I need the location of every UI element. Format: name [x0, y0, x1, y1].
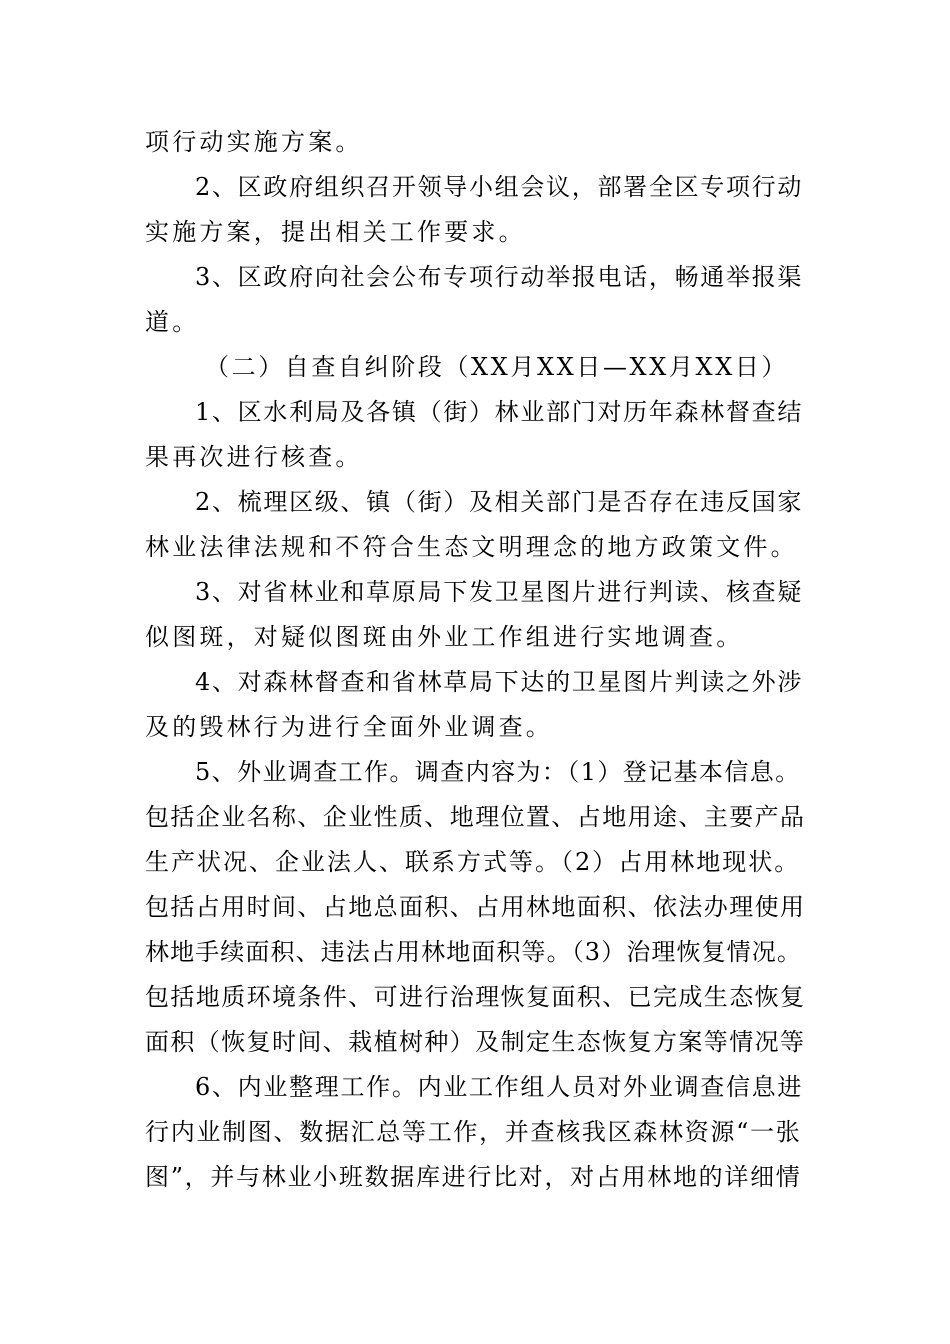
- text-line: 图”，并与林业小班数据库进行比对，对占用林地的详细情: [145, 1163, 802, 1191]
- text-line: 实施方案，提出相关工作要求。: [145, 218, 526, 246]
- text-line: 包括企业名称、企业性质、地理位置、占地用途、主要产品: [145, 803, 806, 831]
- paragraph-3-start: 3、区政府向社会公布专项行动举报电话，畅通举报渠: [195, 263, 804, 291]
- paragraph-3-start: 3、对省林业和草原局下发卫星图片进行判读、核查疑: [195, 578, 804, 606]
- text-line: 生产状况、企业法人、联系方式等。（2）占用林地现状。: [145, 848, 801, 876]
- paragraph-2-start: 2、梳理区级、镇（街）及相关部门是否存在违反国家: [195, 488, 804, 516]
- text-line: 林地手续面积、违法占用林地面积等。（3）治理恢复情况。: [145, 938, 802, 966]
- text-line: 包括占用时间、占地总面积、占用林地面积、依法办理使用: [145, 893, 806, 921]
- paragraph-4-start: 4、对森林督查和省林草局下达的卫星图片判读之外涉: [195, 668, 804, 696]
- paragraph-6-start: 6、内业整理工作。内业工作组人员对外业调查信息进: [195, 1073, 804, 1101]
- paragraph-1-start: 1、区水利局及各镇（街）林业部门对历年森林督查结: [195, 398, 804, 426]
- text-line: 似图斑，对疑似图斑由外业工作组进行实地调查。: [145, 623, 744, 651]
- text-line: 行内业制图、数据汇总等工作，并查核我区森林资源“一张: [145, 1118, 802, 1146]
- text-line: 及的毁林行为进行全面外业调查。: [145, 713, 553, 741]
- paragraph-2-start: 2、区政府组织召开领导小组会议，部署全区专项行动: [195, 173, 804, 201]
- text-line: 果再次进行核查。: [145, 443, 363, 471]
- text-line: 面积（恢复时间、栽植树种）及制定生态恢复方案等情况等: [145, 1028, 806, 1056]
- section-heading: （二）自查自纠阶段（XX月XX日—XX月XX日）: [205, 353, 789, 381]
- text-line: 包括地质环境条件、可进行治理恢复面积、已完成生态恢复: [145, 983, 806, 1011]
- text-line: 道。: [145, 308, 200, 336]
- paragraph-5-start: 5、外业调查工作。调查内容为：（1）登记基本信息。: [195, 758, 801, 786]
- text-line: 项行动实施方案。: [145, 128, 363, 156]
- document-body: [145, 120, 807, 1200]
- text-line: 林业法律法规和不符合生态文明理念的地方政策文件。: [145, 533, 798, 561]
